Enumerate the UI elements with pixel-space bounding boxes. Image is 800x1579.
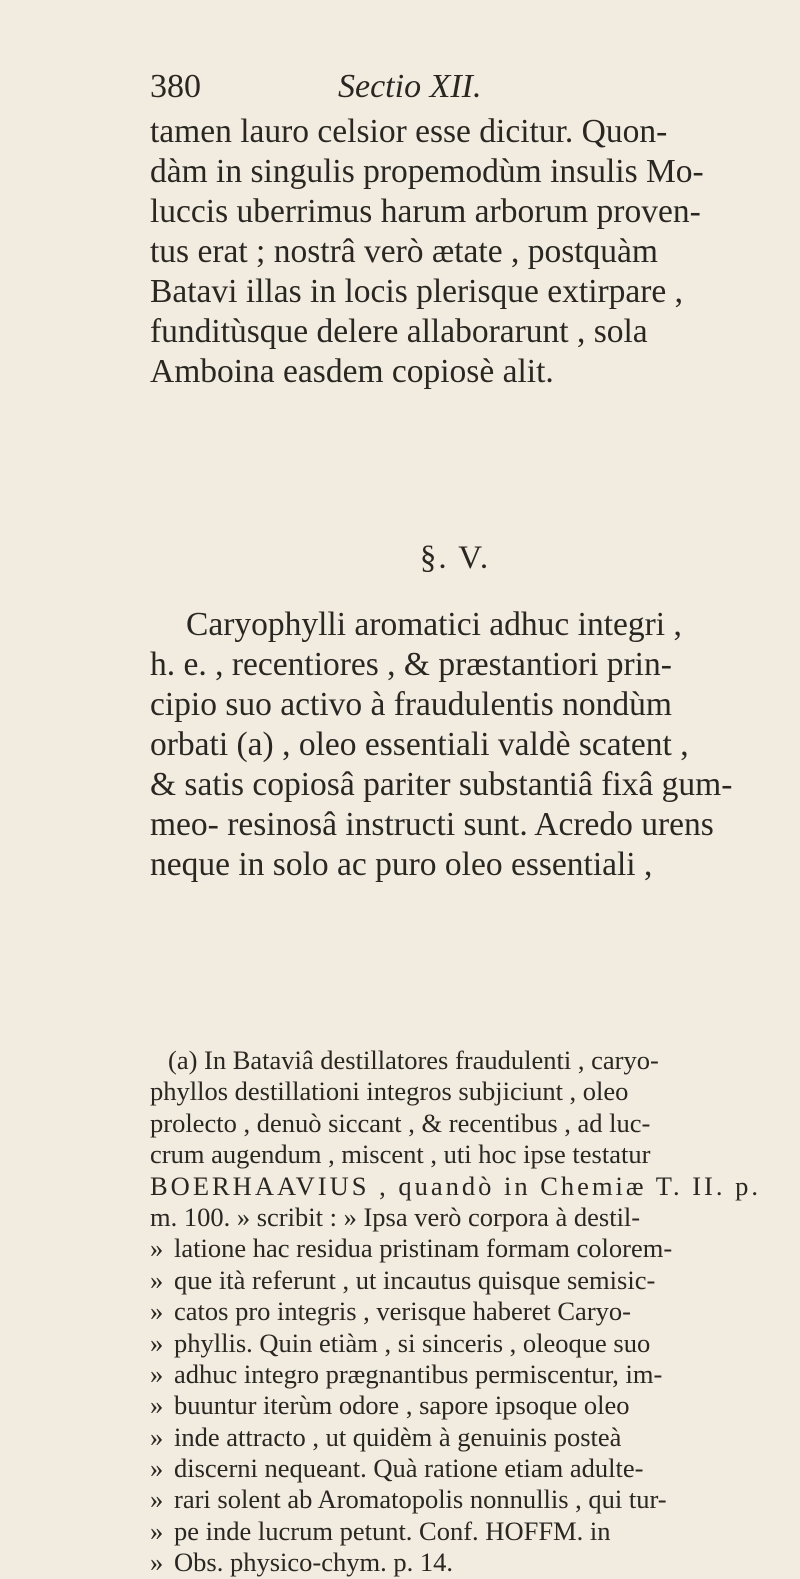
footnote-line — [150, 1484, 770, 1515]
footnote-line — [150, 1547, 770, 1578]
text-line: Batavi illas in locis plerisque extirpare , — [150, 273, 684, 310]
footnote-line-text: catos pro integris , verisque haberet Caryo- — [174, 1296, 631, 1327]
text-line: neque in solo ac puro oleo essentiali , — [150, 846, 653, 883]
footnote-line-text: pe inde lucrum petunt. Conf. HOFFM. in — [174, 1515, 611, 1546]
footnote-line — [150, 1453, 770, 1484]
text-line: Amboina easdem copiosè alit. — [150, 353, 554, 390]
text-line: funditùsque delere allaborarunt , sola — [150, 313, 648, 350]
footnote-line — [150, 1328, 770, 1359]
footnote-line — [150, 1265, 770, 1296]
footnote-line: prolecto , denuò siccant , & recentibus , ad luc- — [150, 1107, 651, 1138]
text-line: orbati (a) , oleo essentiali valdè scatent , — [150, 726, 689, 763]
footnote-line — [150, 1516, 770, 1547]
text-line: h. e. , recentiores , & præstantiori prin- — [150, 646, 672, 683]
footnote-line-text: que ità referunt , ut incautus quisque semisic- — [174, 1264, 656, 1295]
text-line: Caryophylli aromatici adhuc integri , — [186, 606, 682, 643]
footnote-line — [150, 1390, 770, 1421]
footnote-line: m. 100. » scribit : » Ipsa verò corpora à destil- — [150, 1201, 641, 1232]
quote-mark: » — [150, 1233, 164, 1264]
footnote-line-text: latione hac residua pristinam formam colorem- — [174, 1233, 673, 1264]
quote-mark: » — [150, 1296, 164, 1327]
section-heading: §. V. — [419, 540, 491, 576]
quote-mark: » — [150, 1421, 164, 1452]
paragraph-2 — [150, 605, 760, 885]
footnote-line: BOERHAAVIUS , quandò in Chemiæ T. II. p. — [150, 1170, 761, 1201]
footnote-line — [150, 1422, 770, 1453]
footnote-line-text: adhuc integro prægnantibus permiscentur, im- — [174, 1358, 663, 1389]
quote-mark: » — [150, 1264, 164, 1295]
footnote-line: (a) In Bataviâ destillatores fraudulenti , caryo- — [168, 1045, 659, 1075]
footnote-line — [150, 1359, 770, 1390]
footnote — [150, 1045, 770, 1579]
quote-mark: » — [150, 1484, 164, 1515]
text-line: meo- resinosâ instructi sunt. Acredo urens — [150, 806, 714, 843]
quote-mark: » — [150, 1327, 164, 1358]
footnote-line-text: rari solent ab Aromatopolis nonnullis , qui tur- — [174, 1484, 667, 1515]
footnote-line: phyllos destillationi integros subjiciunt , oleo — [150, 1076, 629, 1107]
footnote-line-text: inde attracto , ut quidèm à genuinis posteà — [174, 1421, 622, 1452]
text-line: luccis uberrimus harum arborum proven- — [150, 193, 701, 230]
page-header — [150, 68, 710, 108]
paragraph-1 — [150, 112, 760, 392]
footnote-line-text: discerni nequeant. Quà ratione etiam adulte- — [174, 1453, 644, 1484]
footnote-line-text: buuntur iterùm odore , sapore ipsoque oleo — [174, 1390, 630, 1421]
text-line: cipio suo activo à fraudulentis nondùm — [150, 686, 672, 723]
quote-mark: » — [150, 1515, 164, 1546]
text-line: tus erat ; nostrâ verò ætate , postquàm — [150, 233, 658, 270]
footnote-line-text: Obs. physico-chym. p. 14. — [174, 1547, 453, 1578]
footnote-line-text: phyllis. Quin etiàm , si sinceris , oleoque suo — [174, 1327, 651, 1358]
footnote-line — [150, 1296, 770, 1327]
quote-mark: » — [150, 1453, 164, 1484]
text-line: dàm in singulis propemodùm insulis Mo- — [150, 153, 704, 190]
quote-mark: » — [150, 1547, 164, 1578]
quote-mark: » — [150, 1390, 164, 1421]
page-number: 380 — [150, 68, 201, 105]
footnote-line: crum augendum , miscent , uti hoc ipse testatur — [150, 1139, 651, 1170]
footnote-line — [150, 1233, 770, 1264]
text-line: & satis copiosâ pariter substantiâ fixâ gum- — [150, 766, 733, 803]
running-title: Sectio XII. — [338, 68, 482, 105]
text-line: tamen lauro celsior esse dicitur. Quon- — [150, 113, 668, 150]
quote-mark: » — [150, 1358, 164, 1389]
